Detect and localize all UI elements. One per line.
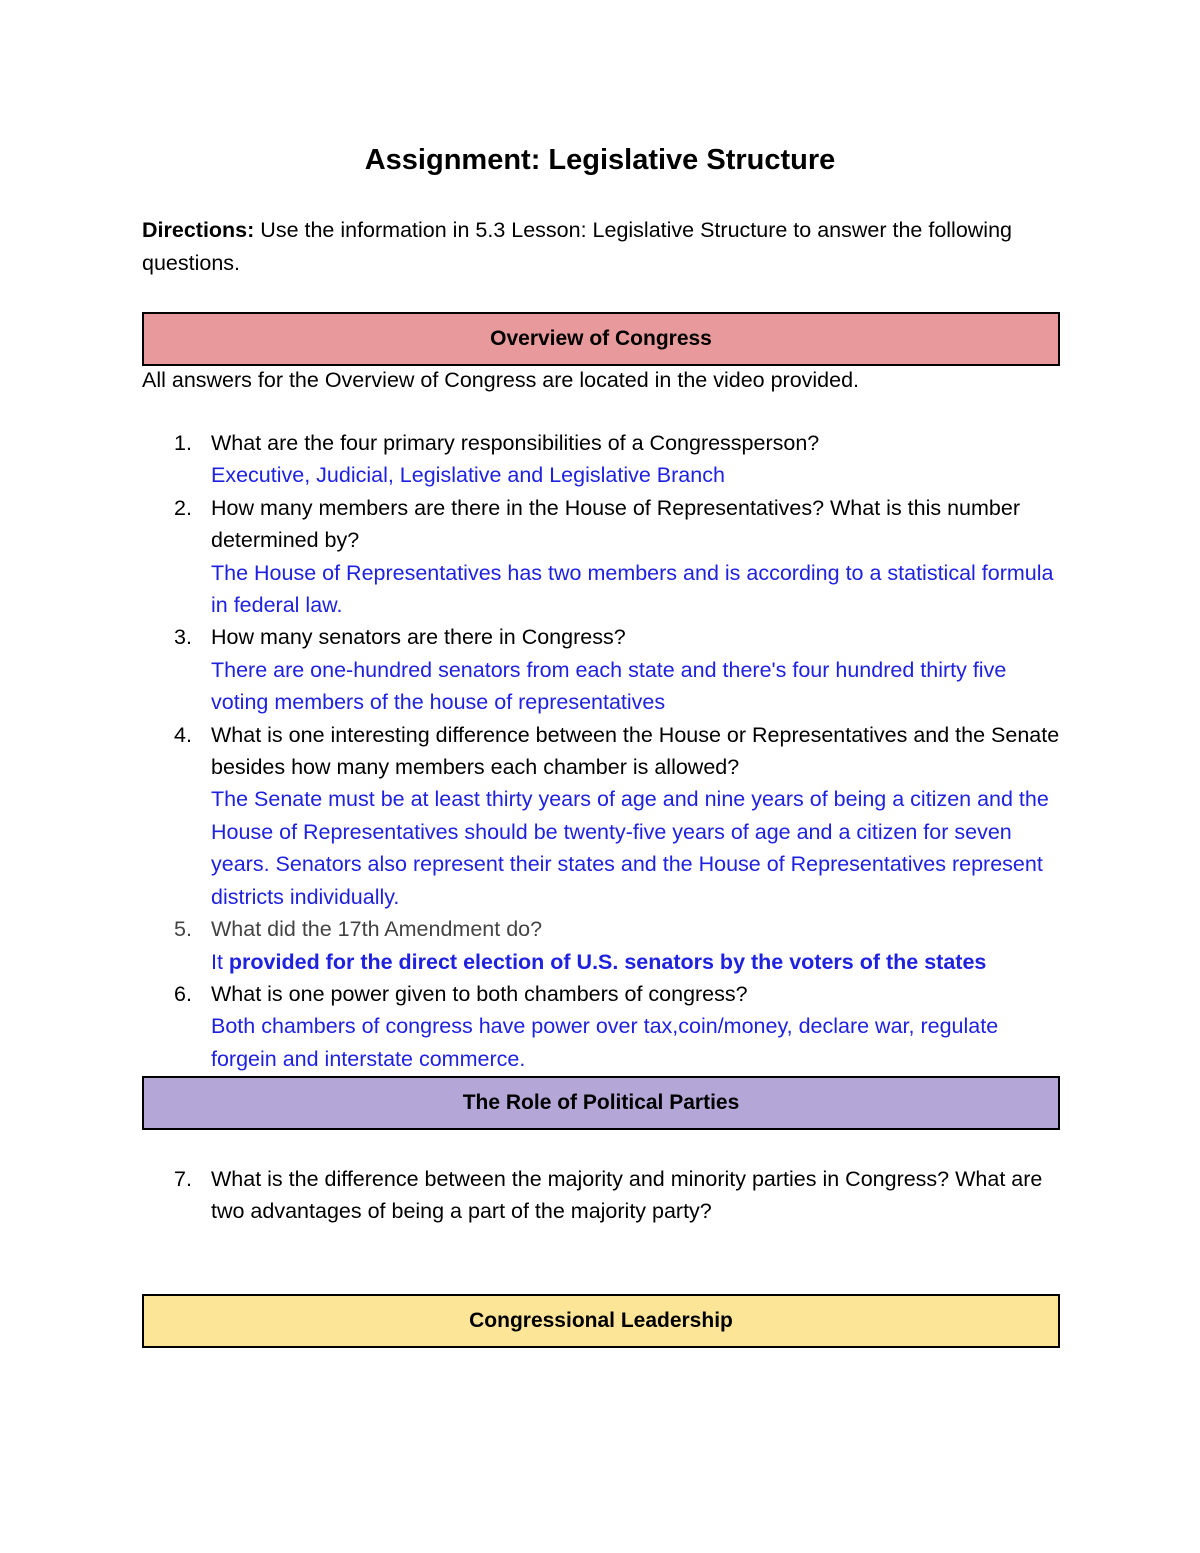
question-list bbox=[142, 1163, 1062, 1228]
question-text: What is one power given to both chambers of congress? bbox=[211, 981, 748, 1006]
answer-text: There are one-hundred senators from each state and there's four hundred thirty five voting members of the house of representatives bbox=[211, 657, 1007, 715]
section-header-overview-of-congress bbox=[142, 312, 1060, 366]
answer-text: The House of Representatives has two members and is according to a statistical formula in federal law. bbox=[211, 560, 1054, 618]
question-number: 6. bbox=[174, 981, 192, 1006]
directions-label: Directions: bbox=[142, 218, 255, 242]
question-number: 4. bbox=[174, 722, 192, 747]
answer-text: Executive, Judicial, Legislative and Legislative Branch bbox=[211, 463, 725, 488]
overview-note: All answers for the Overview of Congress are located in the video provided. bbox=[142, 368, 860, 392]
question-text: What are the four primary responsibilities of a Congressperson? bbox=[211, 431, 820, 455]
section-title: Overview of Congress bbox=[490, 327, 712, 350]
question-item-3 bbox=[142, 621, 1062, 718]
directions bbox=[142, 214, 1042, 280]
question-number: 3. bbox=[174, 625, 192, 650]
section-title: The Role of Political Parties bbox=[462, 1091, 740, 1114]
question-list bbox=[142, 427, 1062, 1075]
section-title: Congressional Leadership bbox=[469, 1309, 733, 1332]
question-text: What is the difference between the majority and minority parties in Congress? What are two advantages of being a part of the majority party? bbox=[211, 1167, 1043, 1224]
answer-text: Both chambers of congress have power over tax,coin/money, declare war, regulate forgein and interstate commerce. bbox=[211, 1014, 999, 1071]
question-item-1 bbox=[142, 427, 1062, 492]
page-title: Assignment: Legislative Structure bbox=[364, 144, 836, 176]
question-text: How many senators are there in Congress? bbox=[211, 625, 626, 650]
question-text: What did the 17th Amendment do? bbox=[211, 917, 543, 942]
question-item-5 bbox=[142, 913, 1062, 978]
question-text: What is one interesting difference between the House or Representatives and the Senate besides how many members each chamber is allowed? bbox=[211, 722, 1060, 780]
answer-prefix: It bbox=[211, 949, 223, 974]
answer-emphasis: provided for the direct election of U.S. senators by the voters of the states bbox=[222, 949, 987, 974]
question-item-4 bbox=[142, 719, 1062, 913]
answer-text: The Senate must be at least thirty years of age and nine years of being a citizen and the House of Representatives should be twenty-five years of age and a citizen for seven years. Senators also represent their states and the House of Representatives represent districts individually. bbox=[211, 787, 1049, 909]
question-number: 7. bbox=[174, 1167, 192, 1191]
section-header-congressional-leadership bbox=[142, 1294, 1060, 1348]
question-item-7 bbox=[142, 1163, 1062, 1228]
directions-text: Use the information in 5.3 Lesson: Legislative Structure to answer the following questions. bbox=[142, 218, 1012, 275]
question-number: 5. bbox=[174, 917, 192, 942]
question-item-2 bbox=[142, 492, 1062, 622]
question-text: How many members are there in the House of Representatives? What is this number determined by? bbox=[211, 495, 1021, 553]
section-header-role-of-political-parties bbox=[142, 1076, 1060, 1130]
question-number: 2. bbox=[174, 495, 192, 520]
answer-text bbox=[211, 946, 1062, 978]
question-number: 1. bbox=[174, 431, 192, 455]
question-item-6 bbox=[142, 978, 1062, 1075]
